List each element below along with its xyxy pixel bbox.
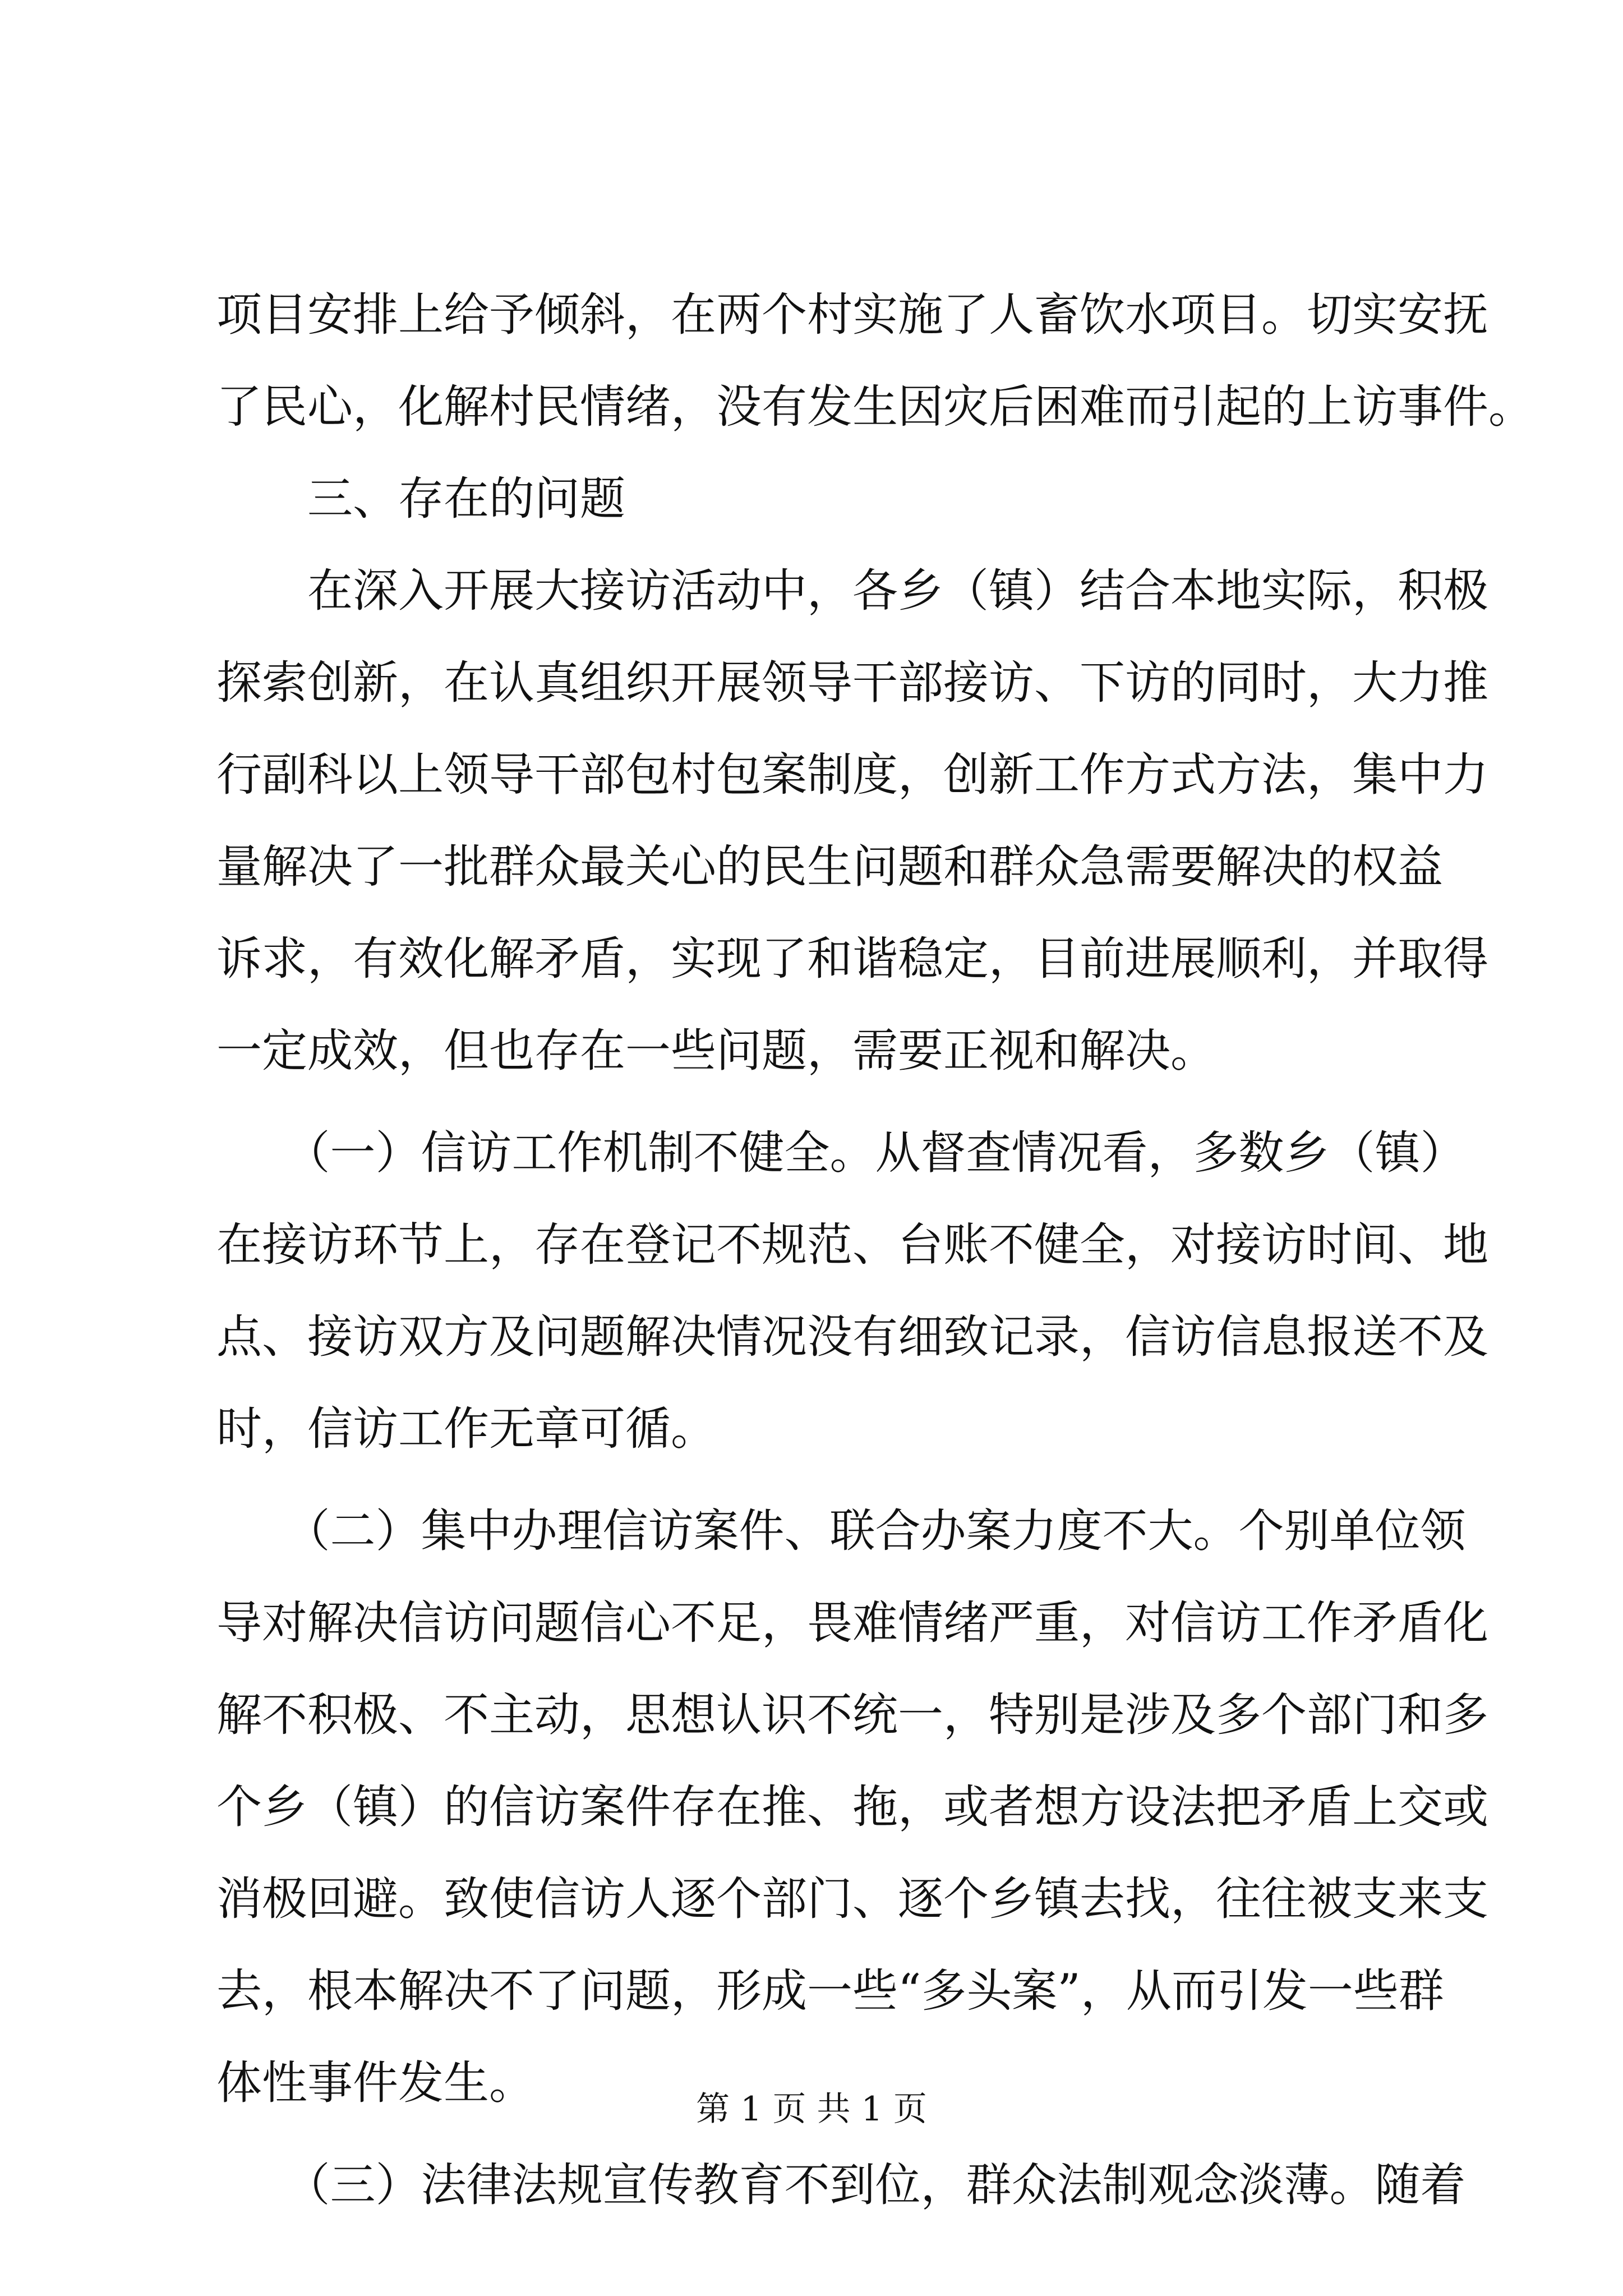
text-line: 时，信访工作无章可循。	[216, 1403, 717, 1456]
text-line: 行副科以上领导干部包村包案制度，创新工作方式方法，集中力	[216, 749, 1489, 802]
text-line: （三）法律法规宣传教育不到位，群众法制观念淡薄。随着	[216, 2159, 1466, 2212]
text-line: 个乡（镇）的信访案件存在推、拖，或者想方设法把矛盾上交或	[216, 1781, 1489, 1834]
text-line: （一）信访工作机制不健全。从督查情况看，多数乡（镇）	[216, 1127, 1466, 1180]
page-number: 第 1 页 共 1 页	[696, 2090, 927, 2129]
text-line: 去，根本解决不了问题，形成一些“多头案”，从而引发一些群	[216, 1965, 1444, 2018]
text-line: 在接访环节上，存在登记不规范、台账不健全，对接访时间、地	[216, 1219, 1489, 1272]
text-line: （二）集中办理信访案件、联合办案力度不大。个别单位领	[216, 1505, 1466, 1558]
text-line: 导对解决信访问题信心不足，畏难情绪严重，对信访工作矛盾化	[216, 1597, 1489, 1650]
document-body	[216, 269, 1534, 2231]
text-line: 消极回避。致使信访人逐个部门、逐个乡镇去找，往往被支来支	[216, 1873, 1489, 1926]
text-line: 一定成效，但也存在一些问题，需要正视和解决。	[216, 1025, 1216, 1078]
text-line: 项目安排上给予倾斜，在两个村实施了人畜饮水项目。切实安抚	[216, 289, 1489, 342]
text-line: 量解决了一批群众最关心的民生问题和群众急需要解决的权益	[216, 841, 1444, 894]
text-line: 点、接访双方及问题解决情况没有细致记录，信访信息报送不及	[216, 1311, 1489, 1364]
text-line: 了民心，化解村民情绪，没有发生因灾后困难而引起的上访事件。	[216, 381, 1534, 434]
section-heading: 三、存在的问题	[216, 473, 626, 526]
text-line: 诉求，有效化解矛盾，实现了和谐稳定，目前进展顺利，并取得	[216, 933, 1489, 986]
text-line: 在深入开展大接访活动中，各乡（镇）结合本地实际，积极	[216, 565, 1489, 618]
text-line: 解不积极、不主动，思想认识不统一，特别是涉及多个部门和多	[216, 1689, 1489, 1742]
text-line: 探索创新，在认真组织开展领导干部接访、下访的同时，大力推	[216, 657, 1489, 710]
text-line: 体性事件发生。	[216, 2057, 535, 2110]
